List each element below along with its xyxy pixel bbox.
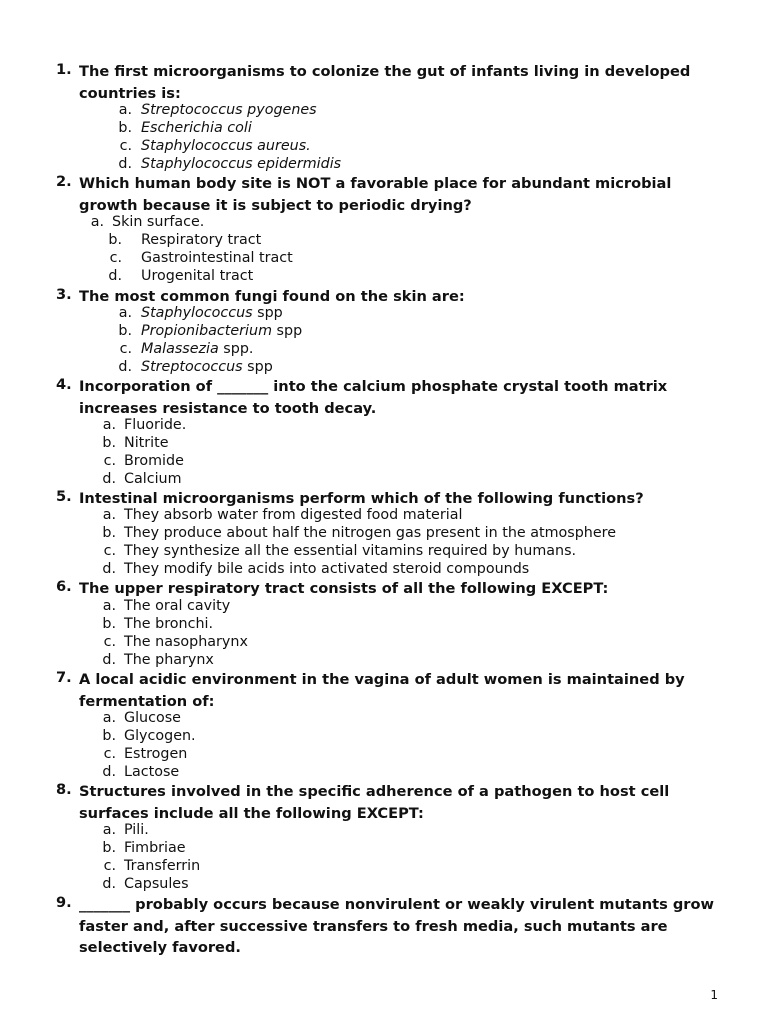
question-text: Incorporation of _______ into the calcium phosphate crystal tooth matrix increases resistance to tooth decay. [79,378,668,417]
option-text: Glucose [124,710,181,726]
option-label: b. [108,232,122,248]
option-text: Capsules [124,876,189,892]
option-text: spp [252,305,283,321]
option-text: Escherichia coli [141,120,252,136]
question-number: 3. [56,286,72,303]
question-8 [56,781,716,824]
question-text: The first microorganisms to colonize the gut of infants living in developed countries is: [79,63,691,102]
option-text: Respiratory tract [141,232,262,248]
option-label: a. [102,507,116,523]
option-label: d. [118,156,132,172]
option-label: d. [102,876,116,892]
option-text: Staphylococcus epidermidis [141,156,342,172]
option-text: spp [242,359,273,375]
option-text: Urogenital tract [141,268,254,284]
option-label: c. [103,746,116,762]
option-text: The bronchi. [124,616,214,632]
question-number: 9. [56,894,72,911]
option-label: b. [102,728,116,744]
option-label: b. [102,840,116,856]
option-label: a. [102,417,116,433]
option-text: Streptococcus pyogenes [141,102,317,118]
option-label: c. [103,543,116,559]
option-text: They produce about half the nitrogen gas present in the atmosphere [124,525,617,541]
option-text: Fimbriae [124,840,186,856]
option-label: c. [109,250,122,266]
option-label: b. [102,616,116,632]
option-text: Skin surface. [112,214,205,230]
question-text: _______ probably occurs because nonvirulent or weakly virulent mutants grow faster and, after successive transfers to fresh media, such mutants are selectively favored. [79,896,714,956]
question-text: Which human body site is NOT a favorable place for abundant microbial growth because it is subject to periodic drying? [79,175,672,214]
option-text: Lactose [124,764,180,780]
option-label: c. [103,453,116,469]
option-label: d. [102,471,116,487]
option-text: Staphylococcus aureus. [141,138,311,154]
question-7 [56,669,716,712]
option-text: Bromide [124,453,184,469]
option-text: The nasopharynx [124,634,248,650]
option-label: d. [102,764,116,780]
question-4 [56,376,716,419]
option-label: d. [108,268,122,284]
option-label: c. [103,634,116,650]
question-text: The most common fungi found on the skin are: [79,288,465,305]
option-label: b. [118,120,132,136]
question-number: 6. [56,578,72,595]
option-text-italic: Streptococcus [141,359,243,375]
option-text: spp. [218,341,254,357]
question-text: A local acidic environment in the vagina of adult women is maintained by fermentation of: [79,671,685,710]
option-text-italic: Malassezia [141,341,219,357]
option-label: d. [118,359,132,375]
option-text: Calcium [124,471,182,487]
question-number: 7. [56,669,72,686]
question-9 [56,894,716,959]
option-label: a. [102,822,116,838]
page-number: 1 [710,988,718,1002]
option-label: c. [119,138,132,154]
option-text: They modify bile acids into activated steroid compounds [124,561,530,577]
option-text: Transferrin [124,858,201,874]
question-1 [56,61,716,104]
option-text-italic: Staphylococcus [141,305,253,321]
question-text: Structures involved in the specific adherence of a pathogen to host cell surfaces include all the following EXCEPT: [79,783,670,822]
option-label: a. [118,305,132,321]
question-2 [56,173,716,216]
option-text: Gastrointestinal tract [141,250,293,266]
option-text-italic: Propionibacterium [141,323,273,339]
question-number: 2. [56,173,72,190]
option-text: They absorb water from digested food material [124,507,463,523]
question-number: 4. [56,376,72,393]
option-label: a. [90,214,104,230]
option-label: a. [102,710,116,726]
option-text: Glycogen. [124,728,196,744]
option-label: a. [102,598,116,614]
option-label: b. [118,323,132,339]
option-text: The pharynx [124,652,214,668]
question-6 [56,578,716,600]
question-number: 1. [56,61,72,78]
option-label: c. [119,341,132,357]
option-text: Pili. [124,822,149,838]
option-label: d. [102,652,116,668]
option-label: d. [102,561,116,577]
option-label: b. [102,525,116,541]
option-text: spp [272,323,303,339]
option-label: c. [103,858,116,874]
option-label: b. [102,435,116,451]
option-label: a. [118,102,132,118]
option-text: They synthesize all the essential vitamins required by humans. [124,543,577,559]
option-text: Fluoride. [124,417,187,433]
option-text: Estrogen [124,746,188,762]
question-text: The upper respiratory tract consists of all the following EXCEPT: [79,580,609,597]
option-text: Nitrite [124,435,169,451]
question-number: 5. [56,488,72,505]
question-number: 8. [56,781,72,798]
option-text: The oral cavity [124,598,231,614]
question-text: Intestinal microorganisms perform which of the following functions? [79,490,644,507]
